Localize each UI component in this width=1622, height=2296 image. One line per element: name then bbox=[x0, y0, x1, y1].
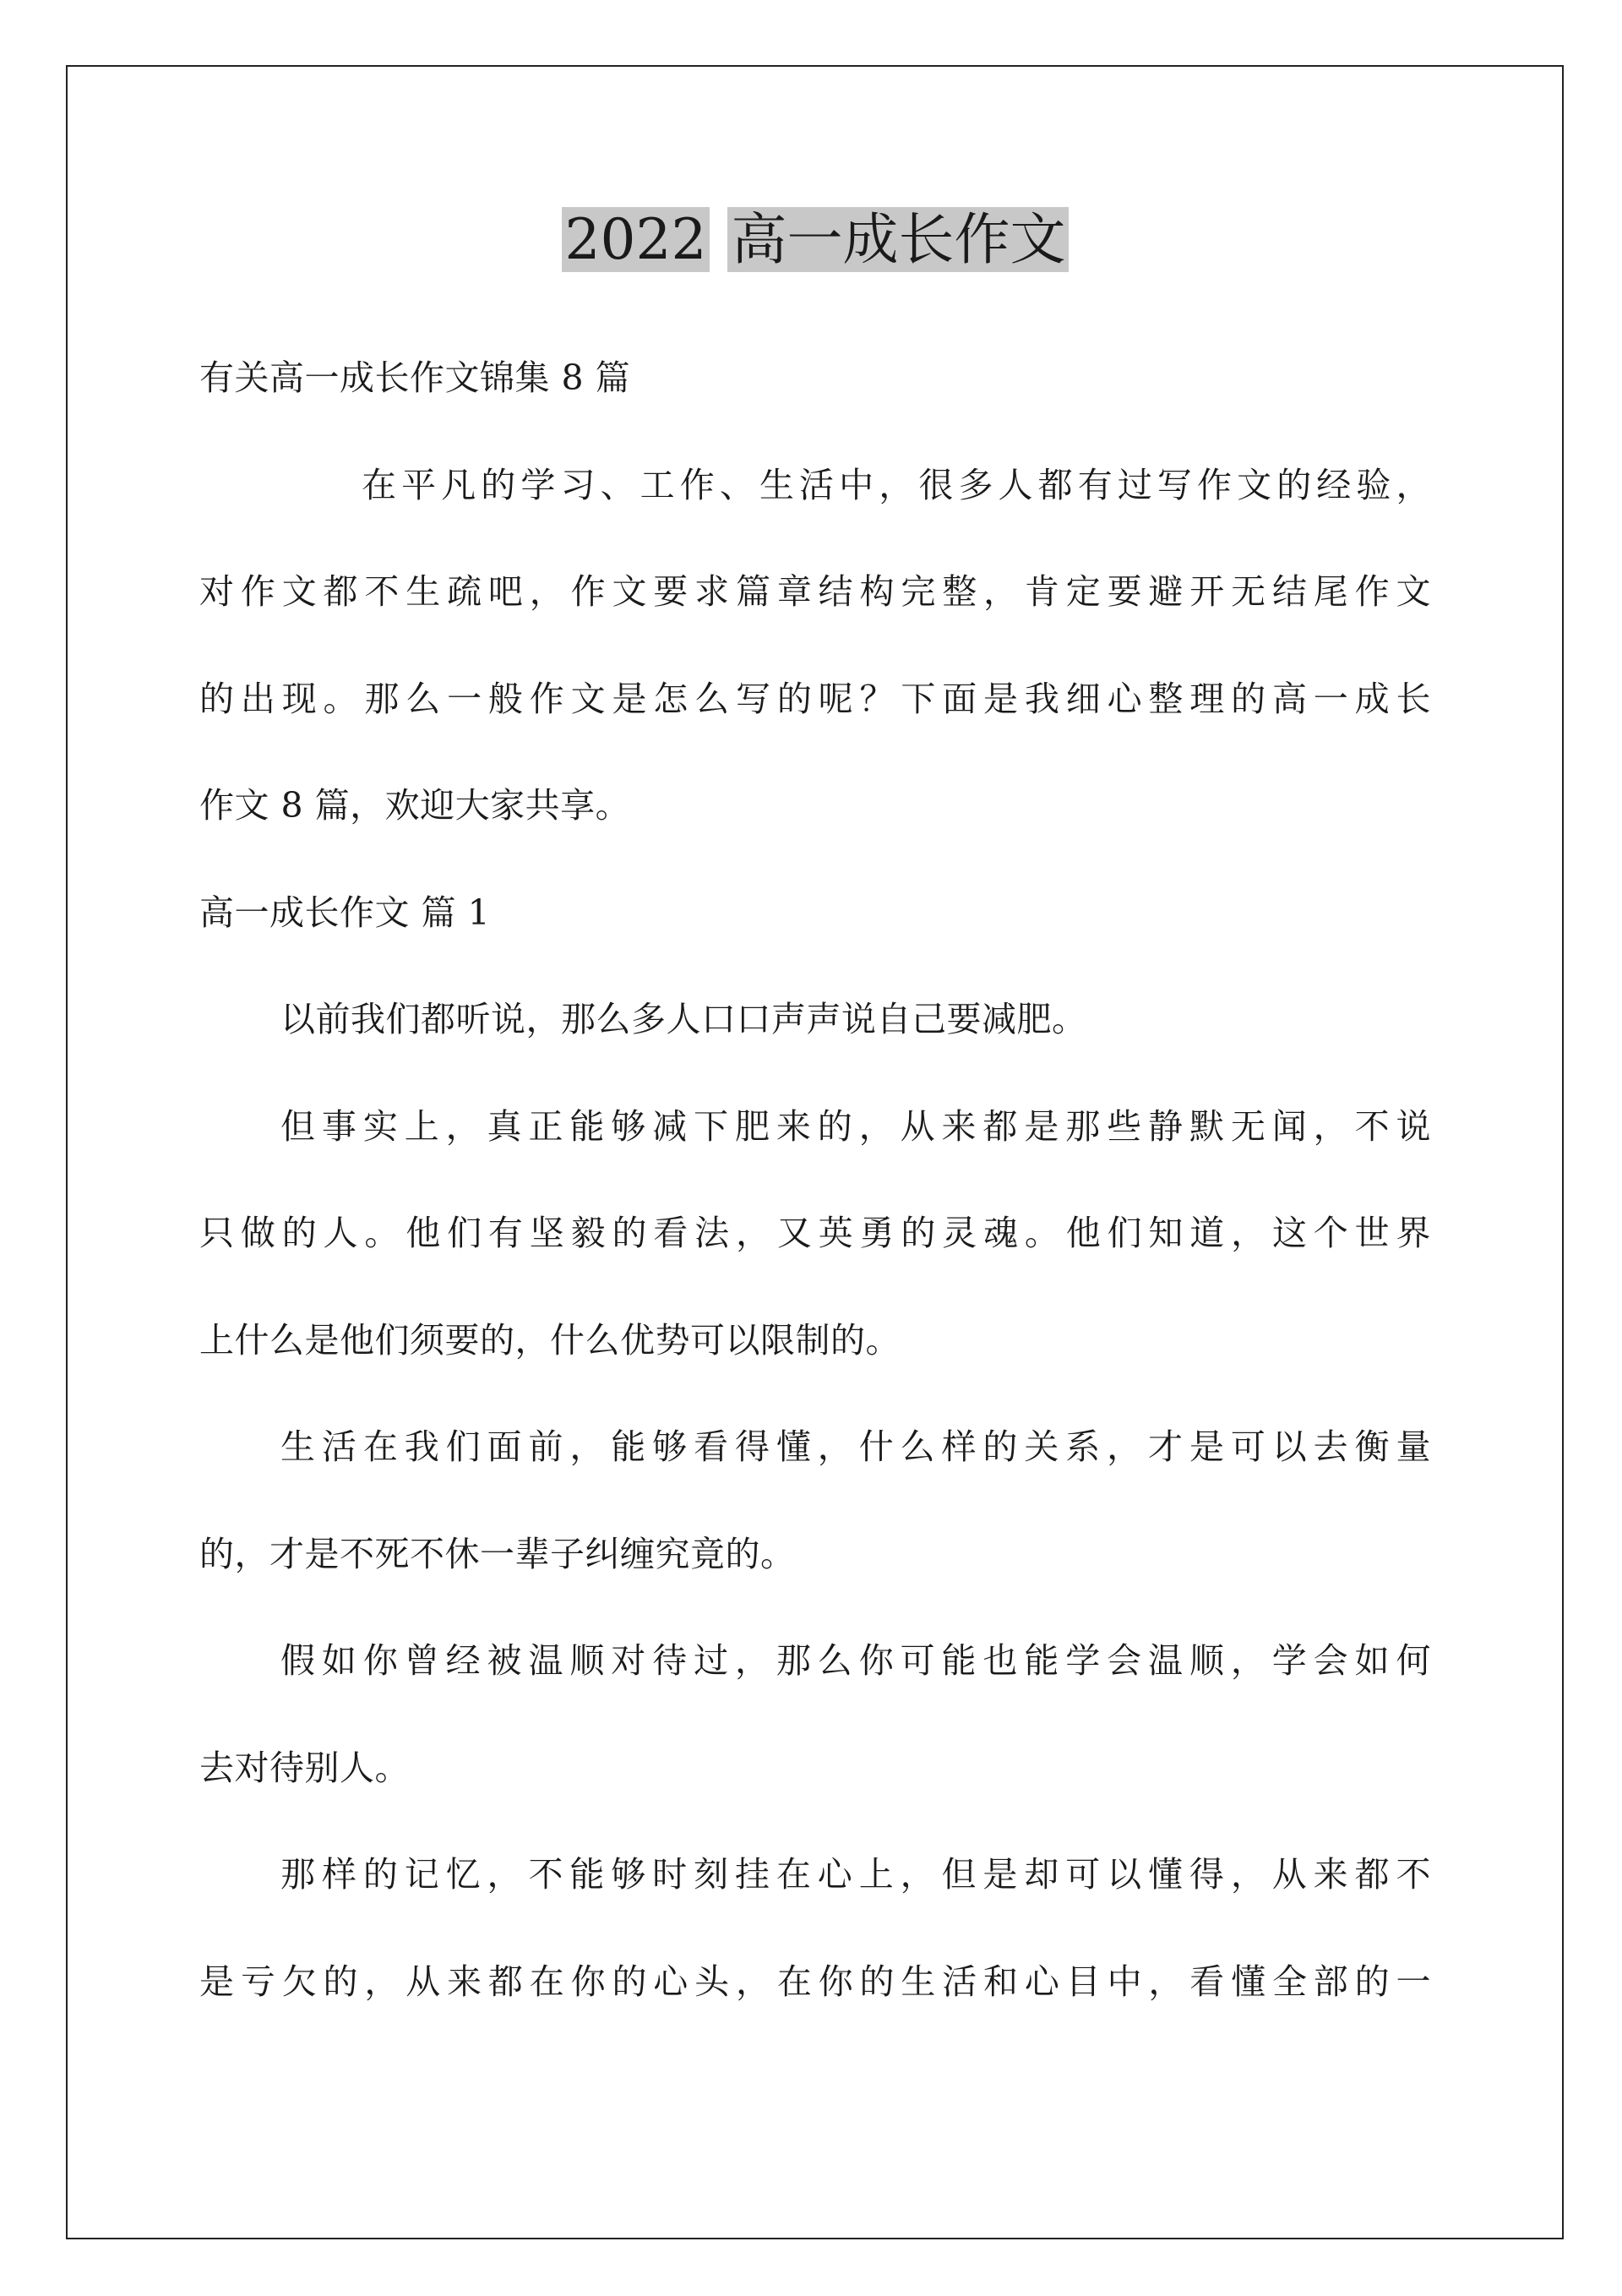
body-line: 假如你曾经被温顺对待过，那么你可能也能学会温顺，学会如何 bbox=[280, 1640, 1431, 1681]
body-line: 只做的人。他们有坚毅的看法，又英勇的灵魂。他们知道，这个世界 bbox=[199, 1213, 1431, 1253]
title-text: 高一成长作文 bbox=[727, 207, 1069, 272]
body-line: 是亏欠的，从来都在你的心头，在你的生活和心目中，看懂全部的一 bbox=[199, 1961, 1431, 2002]
section-heading: 高一成长作文 篇 1 bbox=[199, 892, 491, 933]
intro-line: 作文 8 篇，欢迎大家共享。 bbox=[199, 785, 631, 826]
body-line: 那样的记忆，不能够时刻挂在心上，但是却可以懂得，从来都不 bbox=[280, 1854, 1431, 1895]
body-line: 以前我们都听说，那么多人口口声声说自己要减肥。 bbox=[280, 999, 1087, 1039]
body-line: 上什么是他们须要的，什么优势可以限制的。 bbox=[199, 1320, 901, 1361]
intro-line: 的出现。那么一般作文是怎么写的呢？下面是我细心整理的高一成长 bbox=[199, 679, 1431, 719]
subtitle: 有关高一成长作文锦集 8 篇 bbox=[199, 357, 631, 398]
body-line: 生活在我们面前，能够看得懂，什么样的关系，才是可以去衡量 bbox=[280, 1426, 1431, 1467]
body-line: 去对待别人。 bbox=[199, 1748, 410, 1788]
body-line: 但事实上，真正能够减下肥来的，从来都是那些静默无闻，不说 bbox=[280, 1106, 1431, 1147]
body-line: 的，才是不死不休一辈子纠缠究竟的。 bbox=[199, 1534, 796, 1574]
intro-line: 对作文都不生疏吧，作文要求篇章结构完整，肯定要避开无结尾作文 bbox=[199, 571, 1431, 612]
title-year: 2022 bbox=[562, 207, 710, 272]
page-title bbox=[199, 199, 1431, 281]
intro-line: 在平凡的学习、工作、生活中，很多人都有过写作文的经验， bbox=[362, 465, 1431, 505]
